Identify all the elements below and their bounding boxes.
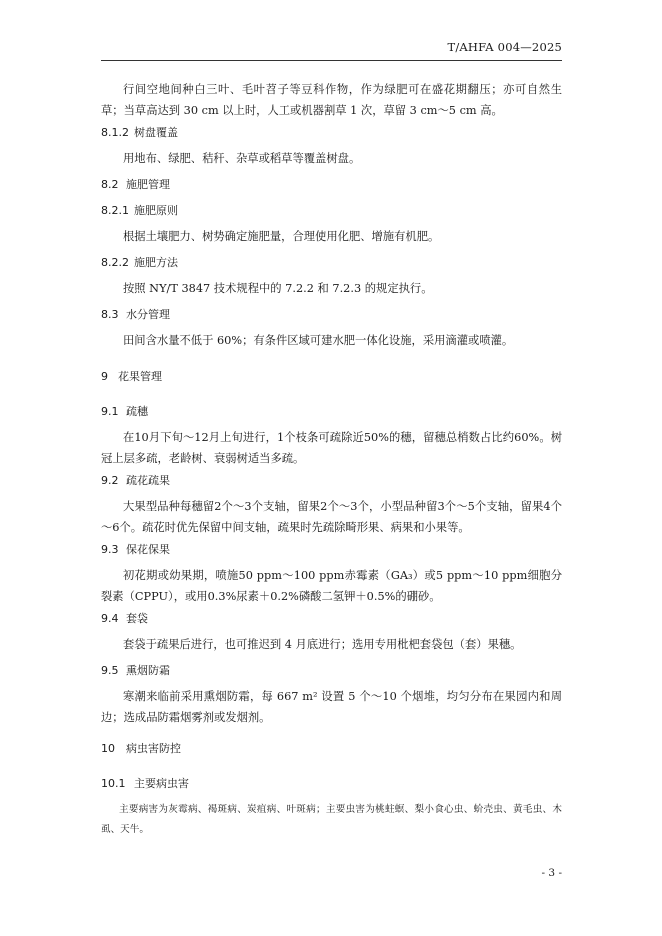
- heading-9-5: [101, 663, 562, 679]
- heading-9-4: [101, 611, 562, 627]
- heading-10: [101, 741, 562, 757]
- section-number: 9.5: [101, 664, 119, 677]
- paragraph-8-2-1: 根据土壤肥力、树势确定施肥量，合理使用化肥、增施有机肥。: [123, 230, 440, 243]
- section-title: 施肥方法: [134, 256, 178, 269]
- paragraph-9-2: 大果型品种每穗留2个～3个支轴，留果2个～3个，小型品种留3个～5个支轴，留果4个～6个。疏花时优先保留中间支轴，疏果时先疏除畸形果、病果和小果等。: [101, 500, 562, 534]
- section-title: 施肥原则: [134, 204, 178, 217]
- section-number: 9.3: [101, 543, 119, 556]
- document-code: T/AHFA 004—2025: [447, 40, 562, 54]
- section-title: 熏烟防霜: [126, 664, 170, 677]
- heading-8-2-1: [101, 203, 562, 219]
- heading-8-1-2: [101, 125, 562, 141]
- section-title: 套袋: [126, 612, 148, 625]
- section-title: 主要病虫害: [134, 777, 189, 790]
- paragraph-9-5: 寒潮来临前采用熏烟防霜，每 667 m² 设置 5 个～10 个烟堆，均匀分布在果园内和周边；选成品防霜烟雾剂或发烟剂。: [101, 690, 562, 724]
- paragraph-9-4: 套袋于疏果后进行，也可推迟到 4 月底进行；选用专用枇杷套袋包（套）果穗。: [123, 638, 522, 651]
- page-number: - 3 -: [541, 867, 562, 879]
- section-title: 病虫害防控: [126, 742, 181, 755]
- section-title: 疏穗: [126, 405, 148, 418]
- heading-9-2: [101, 473, 562, 489]
- paragraph-8-1-2: 用地布、绿肥、秸秆、杂草或稻草等覆盖树盘。: [123, 152, 361, 165]
- paragraph-8-3: 田间含水量不低于 60%；有条件区域可建水肥一体化设施，采用滴灌或喷灌。: [123, 334, 514, 347]
- section-title: 花果管理: [118, 370, 162, 383]
- section-number: 9.4: [101, 612, 119, 625]
- paragraph-9-1: 在10月下旬～12月上旬进行，1个枝条可疏除近50%的穗，留穗总梢数占比约60%。树冠上层多疏，老龄树、衰弱树适当多疏。: [101, 431, 562, 465]
- heading-9: [101, 369, 562, 385]
- paragraph-10-1: 主要病害为灰霉病、褐斑病、炭疽病、叶斑病；主要虫害为桃蛀螟、梨小食心虫、蚧壳虫、黄毛虫、木虱、天牛。: [101, 804, 562, 835]
- heading-8-3: [101, 307, 562, 323]
- header-rule: [101, 60, 562, 61]
- paragraph-intercrop: 行间空地间种白三叶、毛叶苕子等豆科作物，作为绿肥可在盛花期翻压；亦可自然生草；当草高达到 30 cm 以上时，人工或机器割草 1 次，草留 3 cm～5 cm 高。: [101, 83, 562, 117]
- section-number: 9: [101, 370, 108, 383]
- section-number: 9.1: [101, 405, 119, 418]
- section-number: 10: [101, 742, 115, 755]
- section-number: 10.1: [101, 777, 126, 790]
- section-number: 8.3: [101, 308, 119, 321]
- section-title: 施肥管理: [126, 178, 170, 191]
- heading-9-3: [101, 542, 562, 558]
- section-number: 8.2.2: [101, 256, 129, 269]
- section-number: 8.1.2: [101, 126, 129, 139]
- paragraph-9-3: 初花期或幼果期，喷施50 ppm～100 ppm赤霉素（GA₃）或5 ppm～10 ppm细胞分裂素（CPPU），或用0.3%尿素＋0.2%磷酸二氢钾＋0.5%的硼砂。: [101, 569, 562, 603]
- heading-8-2-2: [101, 255, 562, 271]
- section-title: 水分管理: [126, 308, 170, 321]
- section-title: 树盘覆盖: [134, 126, 178, 139]
- heading-8-2: [101, 177, 562, 193]
- section-number: 8.2.1: [101, 204, 129, 217]
- heading-10-1: [101, 776, 562, 792]
- section-title: 疏花疏果: [126, 474, 170, 487]
- section-number: 8.2: [101, 178, 119, 191]
- heading-9-1: [101, 404, 562, 420]
- section-number: 9.2: [101, 474, 119, 487]
- section-title: 保花保果: [126, 543, 170, 556]
- paragraph-8-2-2: 按照 NY/T 3847 技术规程中的 7.2.2 和 7.2.3 的规定执行。: [123, 282, 433, 295]
